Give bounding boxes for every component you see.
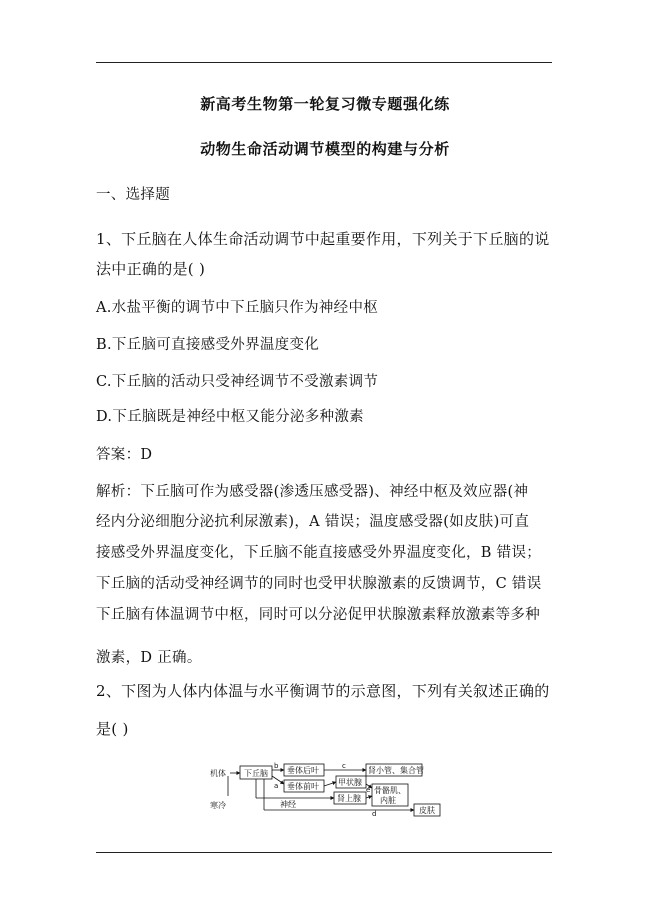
- q1-stem-line1: 1、下丘脑在人体生命活动调节中起重要作用，下列关于下丘脑的说: [96, 230, 550, 248]
- section-heading: 一、选择题: [96, 187, 170, 203]
- xiaqiunao-label: 下丘脑: [244, 769, 268, 778]
- shenjing-label: 神经: [280, 800, 296, 809]
- label-e: e: [366, 786, 371, 794]
- gugeji-label-line1: 骨骼肌、: [374, 786, 406, 795]
- q2-stem-line1: 2、下图为人体内体温与水平衡调节的示意图，下列有关叙述正确的: [96, 682, 550, 700]
- regulation-diagram: [200, 758, 460, 818]
- q1-option-b: B.下丘脑可直接感受外界温度变化: [96, 337, 320, 353]
- label-b: b: [274, 762, 279, 770]
- q1-option-c: C.下丘脑的活动只受神经调节不受激素调节: [96, 374, 379, 390]
- document-subtitle: 动物生命活动调节模型的构建与分析: [200, 140, 450, 158]
- document-title: 新高考生物第一轮复习微专题强化练: [200, 95, 450, 113]
- label-a: a: [274, 782, 279, 790]
- header-rule: [96, 62, 552, 63]
- shenxiaoguan-label: 肾小管、集合管: [368, 766, 424, 775]
- q2-stem-line2: 是( ): [96, 720, 129, 738]
- q1-analysis-line1: 解析：下丘脑可作为感受器(渗透压感受器)、神经中枢及效应器(神: [96, 484, 529, 500]
- q1-analysis-line5: 下丘脑有体温调节中枢，同时可以分泌促甲状腺激素释放激素等多种: [96, 607, 540, 623]
- chuitiqianye-label: 垂体前叶: [287, 782, 319, 791]
- q1-analysis-line6: 激素，D 正确。: [96, 650, 202, 666]
- shenshangxian-label: 肾上腺: [337, 794, 361, 803]
- q1-stem-line2: 法中正确的是( ): [96, 260, 206, 278]
- jiti-label: 机体: [210, 769, 226, 778]
- pifu-label: 皮肤: [419, 806, 435, 815]
- label-d: d: [372, 810, 377, 818]
- footer-rule: [96, 852, 552, 853]
- q1-option-a: A.水盐平衡的调节中下丘脑只作为神经中枢: [96, 300, 379, 316]
- q1-analysis-line3: 接感受外界温度变化，下丘脑不能直接感受外界温度变化，B 错误；: [96, 545, 542, 561]
- q1-analysis-line4: 下丘脑的活动受神经调节的同时也受甲状腺激素的反馈调节，C 错误: [96, 576, 542, 592]
- arrow-shenshangxian-gugeji: [366, 796, 372, 798]
- arrow-to-jiazhuangxian: [324, 782, 336, 786]
- chuitihouye-label: 垂体后叶: [287, 766, 319, 775]
- hanleng-label: 寒冷: [210, 801, 226, 810]
- jiazhuangxian-label: 甲状腺: [338, 778, 362, 787]
- label-c: c: [342, 762, 346, 770]
- q1-answer: 答案：D: [96, 447, 153, 463]
- q1-analysis-line2: 经内分泌细胞分泌抗利尿激素)，A 错误；温度感受器(如皮肤)可直: [96, 514, 530, 530]
- gugeji-label-line2: 内脏: [380, 796, 396, 805]
- q1-option-d: D.下丘脑既是神经中枢又能分泌多种激素: [96, 409, 364, 425]
